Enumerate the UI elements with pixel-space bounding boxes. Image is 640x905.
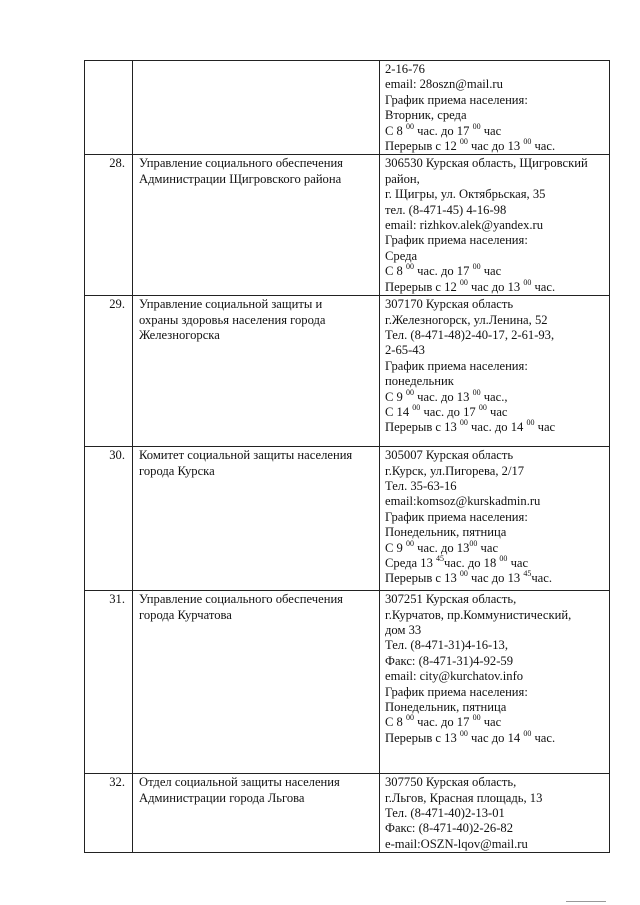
contact-line xyxy=(385,187,607,202)
time-superscript: 00 xyxy=(406,387,414,397)
time-superscript: 00 xyxy=(526,418,535,428)
contact-line xyxy=(385,156,607,171)
organization-name-line: Комитет социальной защиты населения xyxy=(139,448,353,463)
time-superscript: 00 xyxy=(472,262,481,272)
organization-name xyxy=(133,447,380,591)
table-row xyxy=(85,447,610,591)
contact-text: С 8 xyxy=(385,264,406,279)
contact-line xyxy=(385,623,607,638)
contact-details xyxy=(380,155,610,296)
contact-text: График приема населения: xyxy=(385,684,528,699)
contact-details xyxy=(380,774,610,853)
contact-text: Тел. (8-471-40)2-13-01 xyxy=(385,805,505,820)
contact-line xyxy=(385,525,607,540)
contact-line xyxy=(385,592,607,607)
organization-name xyxy=(133,774,380,853)
contact-line xyxy=(385,510,607,525)
contact-text: График приема населения: xyxy=(385,509,528,524)
contact-text: час. xyxy=(531,279,556,294)
contact-text: Перерыв с 13 xyxy=(385,420,460,435)
organization-name-line: Администрации Щигровского района xyxy=(139,171,342,186)
time-superscript: 00 xyxy=(459,418,468,428)
contact-text: Среда 13 xyxy=(385,555,437,570)
contact-text: Перерыв с 13 xyxy=(385,571,460,586)
contact-line xyxy=(385,172,607,187)
contact-line xyxy=(385,494,607,509)
row-number: 32. xyxy=(85,774,133,853)
time-superscript: 00 xyxy=(523,728,532,738)
time-superscript: 00 xyxy=(406,538,414,548)
contact-line xyxy=(385,93,607,108)
contact-text: Тел. (8-471-48)2-40-17, 2-61-93, xyxy=(385,327,555,342)
contact-text: email: rizhkov.alek@yandex.ru xyxy=(385,218,543,233)
contact-line xyxy=(385,715,607,730)
contact-text: С 9 xyxy=(385,389,406,404)
contact-line xyxy=(385,571,607,586)
contact-text: График приема населения: xyxy=(385,233,528,248)
organization-name xyxy=(133,61,380,155)
contact-text: час. до 17 xyxy=(414,123,473,138)
contact-line xyxy=(385,108,607,123)
organization-name xyxy=(133,296,380,447)
contact-line xyxy=(385,402,607,420)
time-superscript: 00 xyxy=(523,277,532,287)
contact-text: тел. (8-471-45) 4-16-98 xyxy=(385,202,507,217)
contact-text: г.Курчатов, пр.Коммунистический, xyxy=(385,607,572,622)
contact-text: час. xyxy=(531,139,556,154)
contact-line xyxy=(385,806,607,821)
contact-line xyxy=(385,479,607,494)
contact-line xyxy=(385,203,607,218)
contact-text: час до 13 xyxy=(467,571,524,586)
contact-text: час xyxy=(480,123,502,138)
contact-line xyxy=(385,728,607,746)
contact-text: С 9 xyxy=(385,540,406,555)
contact-line xyxy=(385,233,607,248)
contact-text: Факс: (8-471-40)2-26-82 xyxy=(385,821,514,836)
contact-line xyxy=(385,328,607,343)
contact-text: С 14 xyxy=(385,404,413,419)
contact-line xyxy=(385,264,607,279)
contact-text: 305007 Курская область xyxy=(385,448,514,463)
row-number: 29. xyxy=(85,296,133,447)
time-superscript: 00 xyxy=(459,728,468,738)
row-number: 28. xyxy=(85,155,133,296)
organization-name-line: охраны здоровья населения города xyxy=(139,312,326,327)
contact-text: 2-65-43 xyxy=(385,343,425,358)
contact-text: час. до 13 xyxy=(414,389,473,404)
table-row xyxy=(85,61,610,155)
time-superscript: 00 xyxy=(459,569,468,579)
bottom-scan-mark xyxy=(566,901,606,902)
contact-line xyxy=(385,775,607,790)
contact-line xyxy=(385,343,607,358)
contact-text: Перерыв с 13 xyxy=(385,730,460,745)
contact-line xyxy=(385,139,607,154)
time-superscript: 00 xyxy=(406,121,414,131)
contact-line xyxy=(385,837,607,852)
organization-name-line: Управление социального обеспечения xyxy=(139,156,343,171)
contact-line xyxy=(385,685,607,700)
organization-name-line: Отдел социальной защиты населения xyxy=(139,775,340,790)
time-superscript: 45 xyxy=(436,553,445,563)
contact-line xyxy=(385,448,607,463)
contact-line xyxy=(385,821,607,836)
organization-name xyxy=(133,155,380,296)
contact-text: час. до 17 xyxy=(414,715,473,730)
table-row xyxy=(85,591,610,774)
time-superscript: 00 xyxy=(472,713,481,723)
contact-line xyxy=(385,791,607,806)
contact-text: час. до 17 xyxy=(420,404,479,419)
contact-text: Понедельник, пятница xyxy=(385,699,507,714)
contact-text: Тел. (8-471-31)4-16-13, xyxy=(385,638,508,653)
contact-line xyxy=(385,553,607,571)
contact-line xyxy=(385,297,607,312)
time-superscript: 00 xyxy=(478,402,487,412)
contact-text: Тел. 35-63-16 xyxy=(385,478,457,493)
contact-text: час. до 13 xyxy=(414,540,470,555)
time-superscript: 00 xyxy=(472,121,481,131)
organization-name-line: города Курчатова xyxy=(139,607,232,622)
contact-line xyxy=(385,359,607,374)
contact-text: час. до 14 xyxy=(467,420,527,435)
contact-line xyxy=(385,608,607,623)
contact-text: район, xyxy=(385,171,420,186)
contact-text: email:komsoz@kurskadmin.ru xyxy=(385,494,541,509)
organization-name-line: Управление социального обеспечения xyxy=(139,592,343,607)
contact-text: час xyxy=(534,420,556,435)
contact-text: г.Железногорск, ул.Ленина, 52 xyxy=(385,312,548,327)
contact-line xyxy=(385,464,607,479)
organization-name-line: Администрации города Льгова xyxy=(139,790,305,805)
contact-text: понедельник xyxy=(385,374,454,389)
contact-details xyxy=(380,296,610,447)
contact-text: График приема населения: xyxy=(385,358,528,373)
time-superscript: 00 xyxy=(406,262,414,272)
row-number xyxy=(85,61,133,155)
contact-text: email: 28oszn@mail.ru xyxy=(385,77,503,92)
contact-line xyxy=(385,249,607,264)
contact-text: email: city@kurchatov.info xyxy=(385,669,524,684)
contact-text: С 8 xyxy=(385,123,406,138)
contact-text: час до 13 xyxy=(467,279,524,294)
institutions-table xyxy=(84,60,610,853)
time-superscript: 00 xyxy=(499,553,508,563)
contact-text: час до 14 xyxy=(467,730,524,745)
contact-line xyxy=(385,374,607,389)
table-row xyxy=(85,296,610,447)
contact-text: Понедельник, пятница xyxy=(385,525,507,540)
contact-text: 2-16-76 xyxy=(385,62,425,76)
time-superscript: 00 xyxy=(412,402,421,412)
time-superscript: 00 xyxy=(472,387,481,397)
contact-text: 307170 Курская область xyxy=(385,297,514,312)
organization-name-line: Железногорска xyxy=(139,327,220,342)
contact-line xyxy=(385,277,607,295)
contact-text: С 8 xyxy=(385,715,406,730)
contact-text: 306530 Курская область, Щигровский xyxy=(385,156,588,171)
contact-line xyxy=(385,77,607,92)
contact-text: График приема населения: xyxy=(385,92,528,107)
contact-line xyxy=(385,538,607,556)
time-superscript: 45 xyxy=(523,569,532,579)
table-row xyxy=(85,774,610,853)
table-body xyxy=(85,61,610,853)
contact-text: 307251 Курская область, xyxy=(385,592,517,607)
contact-text: Среда xyxy=(385,248,418,263)
contact-text: час. xyxy=(531,730,556,745)
contact-text: час., xyxy=(480,389,508,404)
contact-text: г. Щигры, ул. Октябрьская, 35 xyxy=(385,187,546,202)
contact-line xyxy=(385,121,607,139)
row-number: 31. xyxy=(85,591,133,774)
contact-text: час до 13 xyxy=(467,139,524,154)
contact-line xyxy=(385,700,607,715)
contact-text: час. xyxy=(531,571,552,586)
contact-line xyxy=(385,313,607,328)
time-superscript: 00 xyxy=(406,713,414,723)
time-superscript: 00 xyxy=(459,137,468,147)
contact-text: час xyxy=(486,404,508,419)
contact-details xyxy=(380,447,610,591)
contact-line xyxy=(385,654,607,669)
contact-line xyxy=(385,218,607,233)
contact-text: г.Льгов, Красная площадь, 13 xyxy=(385,790,543,805)
contact-text: час. до 17 xyxy=(414,264,473,279)
contact-details xyxy=(380,591,610,774)
contact-text: e-mail:OSZN-lqov@mail.ru xyxy=(385,836,528,851)
contact-text: 307750 Курская область, xyxy=(385,775,517,790)
contact-text: Перерыв с 12 xyxy=(385,279,460,294)
table-row xyxy=(85,155,610,296)
contact-details xyxy=(380,61,610,155)
row-number: 30. xyxy=(85,447,133,591)
contact-text: час xyxy=(477,540,499,555)
organization-name xyxy=(133,591,380,774)
contact-line xyxy=(385,62,607,77)
contact-text: час xyxy=(480,264,502,279)
time-superscript: 00 xyxy=(459,277,468,287)
contact-line xyxy=(385,638,607,653)
contact-text: Факс: (8-471-31)4-92-59 xyxy=(385,653,514,668)
contact-text: Вторник, среда xyxy=(385,108,467,123)
contact-text: час xyxy=(480,715,502,730)
contact-text: час xyxy=(507,555,529,570)
contact-text: Перерыв с 12 xyxy=(385,139,460,154)
contact-line xyxy=(385,420,607,435)
organization-name-line: города Курска xyxy=(139,463,215,478)
time-superscript: 00 xyxy=(523,137,532,147)
organization-name-line: Управление социальной защиты и xyxy=(139,297,323,312)
time-superscript: 00 xyxy=(469,538,478,548)
contact-text: час. до 18 xyxy=(444,555,500,570)
contact-line xyxy=(385,669,607,684)
contact-text: дом 33 xyxy=(385,622,422,637)
contact-text: г.Курск, ул.Пигорева, 2/17 xyxy=(385,463,525,478)
